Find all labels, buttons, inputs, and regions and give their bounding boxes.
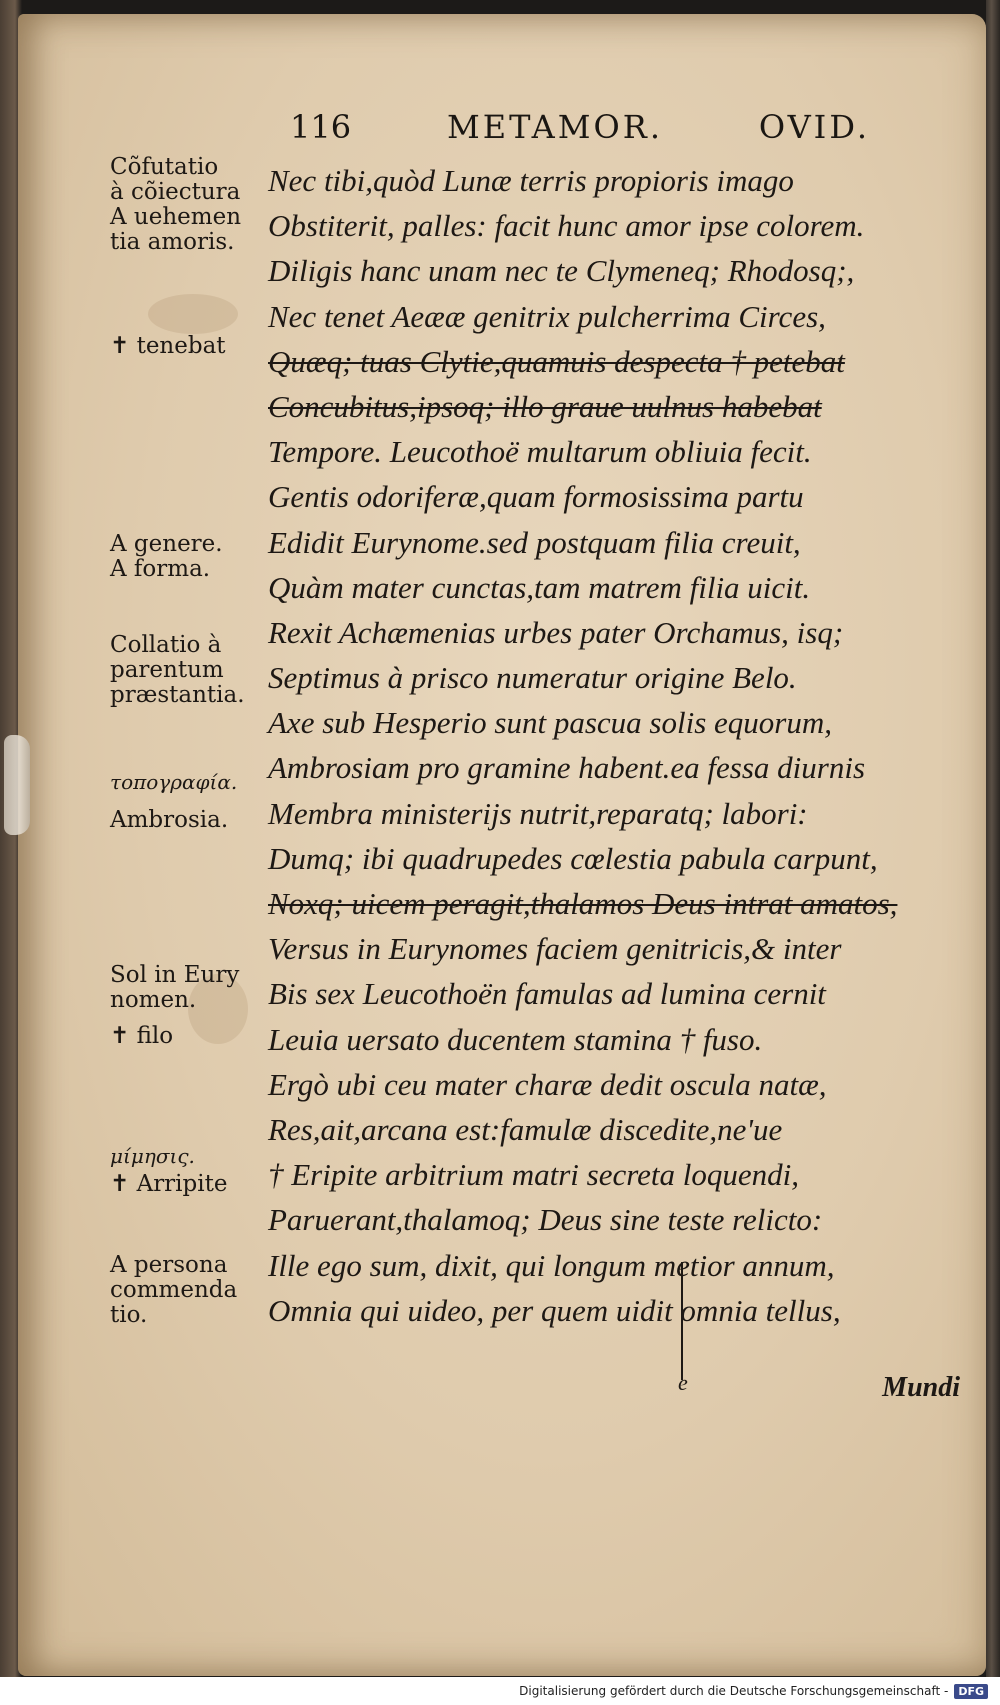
margin-note	[110, 808, 228, 833]
verse-line-struck	[268, 339, 958, 384]
verse-line	[268, 1017, 958, 1062]
running-title-right: OVID.	[758, 108, 870, 146]
verse-text: Nec tibi,quòd Lunæ terris propioris imago	[268, 163, 794, 198]
running-title-left: METAMOR.	[446, 108, 664, 146]
verse-line	[268, 1197, 958, 1242]
verse-line	[268, 158, 958, 203]
margin-note	[110, 1024, 173, 1049]
margin-note-line: nomen.	[110, 987, 197, 1013]
verse-text: Concubitus,ipsoq; illo graue uulnus habebat	[268, 388, 822, 424]
margin-note-line: à cõiectura	[110, 179, 241, 205]
handwritten-mark-letter: e	[678, 1370, 688, 1392]
margin-note-line: A genere.	[110, 531, 223, 557]
verse-text: Gentis odoriferæ,quam formosissima partu	[268, 479, 804, 515]
verse-text: Quàm mater cunctas,tam matrem filia uicit.	[268, 569, 811, 605]
verse-line	[268, 610, 958, 655]
margin-note	[110, 770, 237, 795]
margin-note	[110, 334, 226, 359]
margin-note-line: ✝ Arripite	[110, 1171, 228, 1197]
margin-note	[110, 1172, 227, 1197]
verse-line	[268, 1152, 958, 1197]
verse-line	[268, 655, 958, 700]
margin-note-line: A persona	[110, 1252, 228, 1278]
margin-note-line: tia amoris.	[110, 229, 235, 255]
verse-line	[268, 1288, 958, 1333]
verse-line	[268, 1062, 958, 1107]
page-number: 116	[290, 108, 352, 146]
verse-text: Bis sex Leucothoën famulas ad lumina cernit	[268, 976, 826, 1012]
verse-line	[268, 248, 958, 293]
margin-note-line: Ambrosia.	[110, 807, 229, 833]
running-header	[290, 108, 870, 146]
verse-block	[268, 158, 958, 1333]
verse-text: Ille ego sum, dixit, qui longum metior annum,	[268, 1247, 835, 1283]
verse-text: Quæq; tuas Clytie,quamuis despecta † petebat	[268, 343, 845, 379]
verse-text: Versus in Eurynomes faciem genitricis,& inter	[268, 931, 842, 967]
margin-note-line: ✝ filo	[110, 1023, 174, 1049]
margin-note-line: præstantia.	[110, 682, 245, 708]
margin-note-line: Cõfutatio	[110, 154, 219, 180]
page-tab-marker	[4, 735, 30, 835]
margin-note	[110, 1253, 237, 1328]
verse-text: Obstiterit, palles: facit hunc amor ipse colorem.	[268, 208, 865, 244]
verse-text: Noxq; uicem peragit,thalamos Deus intrat amatos,	[268, 886, 898, 921]
verse-text: Edidit Eurynome.sed postquam filia creuit,	[268, 524, 801, 560]
footer-credit: Digitalisierung gefördert durch die Deutsche Forschungsgemeinschaft -	[519, 1684, 949, 1698]
margin-note-line: τοπογραφία.	[110, 770, 238, 794]
verse-text: Axe sub Hesperio sunt pascua solis equorum,	[268, 705, 832, 741]
verse-line	[268, 203, 958, 248]
verse-line	[268, 745, 958, 790]
margin-note	[110, 963, 239, 1013]
margin-note-line: ✝ tenebat	[110, 333, 226, 359]
book-edge	[986, 0, 1000, 1690]
verse-line-struck	[268, 384, 958, 429]
margin-note	[110, 532, 223, 582]
verse-line	[268, 1107, 958, 1152]
margin-note-line: μίμησις.	[110, 1144, 195, 1168]
verse-line	[268, 926, 958, 971]
margin-note	[110, 1144, 195, 1169]
verse-line	[268, 429, 958, 474]
margin-note-line: commenda	[110, 1277, 238, 1303]
verse-line	[268, 791, 958, 836]
verse-text: Dumq; ibi quadrupedes cœlestia pabula carpunt,	[268, 840, 878, 876]
verse-text: Res,ait,arcana est:famulæ discedite,ne'ue	[268, 1111, 783, 1147]
verse-text: Nec tenet Aeææ genitrix pulcherrima Circes,	[268, 298, 826, 334]
verse-text: Rexit Achæmenias urbes pater Orchamus, isq;	[268, 614, 844, 650]
verse-text: Omnia qui uideo, per quem uidit omnia tellus,	[268, 1292, 841, 1328]
catchword: Mundi	[882, 1372, 960, 1403]
verse-line	[268, 565, 958, 610]
verse-text: Septimus à prisco numeratur origine Belo.	[268, 660, 797, 696]
verse-line-struck	[268, 881, 958, 926]
handwritten-mark-icon	[668, 1262, 698, 1392]
verse-text: Ergò ubi ceu mater charæ dedit oscula natæ,	[268, 1066, 827, 1102]
margin-note	[110, 633, 245, 708]
verse-line	[268, 971, 958, 1016]
margin-note-line: Collatio à	[110, 632, 222, 658]
paper-stain	[148, 294, 238, 334]
verse-line	[268, 836, 958, 881]
digitization-footer	[0, 1677, 1000, 1705]
verse-text: Ambrosiam pro gramine habent.ea fessa diurnis	[268, 750, 866, 786]
verse-text: Membra ministerijs nutrit,reparatq; labori:	[268, 795, 808, 831]
verse-line	[268, 474, 958, 519]
margin-note-line: A uehemen	[110, 204, 242, 230]
verse-line	[268, 700, 958, 745]
margin-note-line: A forma.	[110, 556, 211, 582]
verse-line	[268, 1243, 958, 1288]
margin-note-line: tio.	[110, 1302, 148, 1328]
verse-line	[268, 294, 958, 339]
dfg-logo: DFG	[954, 1684, 988, 1699]
margin-note-line: parentum	[110, 657, 224, 683]
verse-line	[268, 520, 958, 565]
margin-note	[110, 155, 241, 255]
verse-text: Leuia uersato ducentem stamina † fuso.	[268, 1021, 763, 1057]
verse-text: Paruerant,thalamoq; Deus sine teste relicto:	[268, 1202, 823, 1238]
margin-note-line: Sol in Eury	[110, 962, 240, 988]
verse-text: † Eripite arbitrium matri secreta loquendi,	[268, 1157, 799, 1193]
verse-text: Tempore. Leucothoë multarum obliuia fecit.	[268, 434, 812, 470]
verse-text: Diligis hanc unam nec te Clymeneq; Rhodosq;,	[268, 253, 855, 289]
